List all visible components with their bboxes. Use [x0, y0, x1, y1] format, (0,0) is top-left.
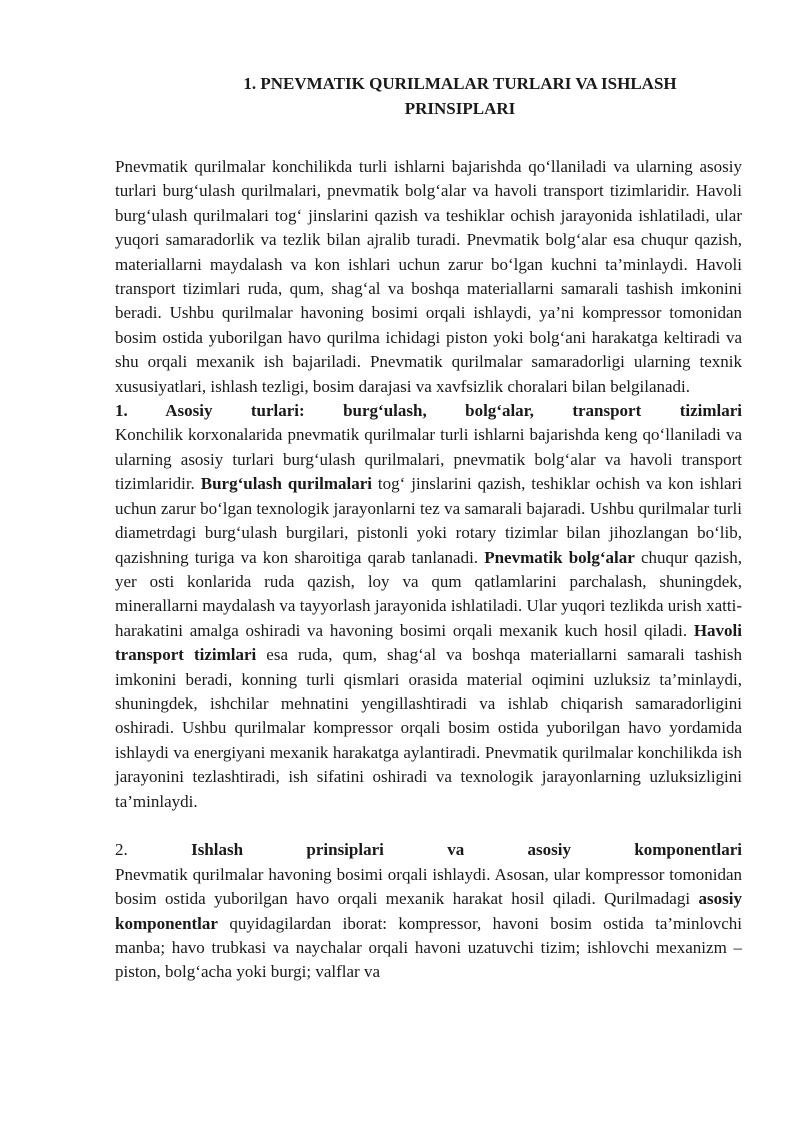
section-1-text: tog‘ jinslarini qazish, teshiklar ochish va kon ishlari uchun zarur bo‘lgan texnologik jarayonlarni tez va samarali bajaradi. Ushbu qurilmalar turli diametrdagi burg‘ulash burgilari, pistonli yoki rotary tizimlar bilan jihozlangan bo‘lib, qazishning turiga va kon sharoitiga qarab tanlanadi. — [115, 474, 742, 567]
paragraph-gap — [115, 814, 742, 838]
section-1-heading-word: transport — [572, 401, 642, 421]
section-2-heading-word: Ishlash — [191, 840, 244, 860]
section-1-heading-word: burg‘ulash, — [343, 401, 427, 421]
section-1-text: Konchilik korxonalarida pnevmatik qurilmalar turli ishlarni bajarishda keng qo‘llaniladi va ularning asosiy turlari burg‘ulash qurilmalari, pnevmatik bolg‘alar va havoli transport tizimlaridir. — [115, 425, 742, 494]
section-2-bold-term: asosiy komponentlar — [115, 889, 742, 933]
section-2-heading-word: komponentlari — [634, 840, 742, 860]
section-1-text: chuqur qazish, yer osti konlarida ruda qazish, loy va qum qatlamlarini parchalash, shuningdek, minerallarni maydalash va tayyorlash jarayonida ishlatiladi. Ular yuqori tezlikda urish xatti-harakatini amalga oshiradi va havoning bosimi orqali mexanik kuch hosil qiladi. — [115, 547, 742, 640]
section-1-heading-word: tizimlari — [679, 401, 742, 421]
section-2 — [115, 838, 742, 984]
section-1-heading — [115, 399, 742, 423]
section-1 — [115, 399, 742, 814]
section-2-heading — [115, 838, 742, 862]
section-1-bold-term: Havoli transport tizimlari — [115, 620, 742, 665]
section-1-bold-term: Pnevmatik bolg‘alar — [484, 547, 635, 567]
section-2-number: 2. — [115, 840, 128, 860]
section-1-heading-word: turlari: — [250, 401, 305, 421]
section-2-heading-word: prinsiplari — [306, 840, 384, 860]
section-1-heading-word: Asosiy — [165, 401, 213, 421]
title-line-1: 1. PNEVMATIK QURILMALAR TURLARI VA ISHLASH — [243, 74, 677, 93]
section-2-heading-word: asosiy — [527, 840, 571, 860]
section-1-heading-word: bolg‘alar, — [465, 401, 534, 421]
section-1-number: 1. — [115, 401, 128, 421]
section-2-text: quyidagilardan iborat: kompressor, havoni bosim ostida ta’minlovchi manba; havo trubkasi va naychalar orqali havoni uzatuvchi tizim; ishlovchi mexanizm – piston, bolg‘acha yoki burgi; valflar va — [115, 913, 742, 982]
section-2-heading-word: va — [447, 840, 465, 860]
section-1-text: esa ruda, qum, shag‘al va boshqa materiallarni samarali tashish imkonini beradi, konning turli qismlari orasida material oqimini uzluksiz ta’minlaydi, shuningdek, ishchilar mehnatini yengillashtiradi va ishlab chiqarish samaradorligini oshiradi. Ushbu qurilmalar kompressor orqali bosim ostida yuborilgan havo yordamida ishlaydi va energiyani mexanik harakatga aylantiradi. Pnevmatik qurilmalar konchilikda ish jarayonini tezlashtiradi, ish sifatini oshiradi va texnologik jarayonlarning uzluksizligini ta’minlaydi. — [115, 645, 742, 811]
section-2-text: Pnevmatik qurilmalar havoning bosimi orqali ishlaydi. Asosan, ular kompressor tomonidan bosim ostida yuborilgan havo orqali mexanik harakat hosil qiladi. Qurilmadagi — [115, 864, 742, 909]
document-title — [115, 72, 770, 121]
intro-paragraph: Pnevmatik qurilmalar konchilikda turli ishlarni bajarishda qo‘llaniladi va ularning asosiy turlari burg‘ulash qurilmalari, pnevmatik bolg‘alar va havoli transport tizimlaridir. Havoli burg‘ulash qurilmalari tog‘ jinslarini qazish va teshiklar ochish jarayonida ishlatiladi, ular yuqori samaradorlik va tezlik bilan ajralib turadi. Pnevmatik bolg‘alar esa chuqur qazish, materiallarni maydalash va kon ishlari uchun zarur bo‘lgan kuchni ta’minlaydi. Havoli transport tizimlari ruda, qum, shag‘al va boshqa materiallarni samarali tashish imkonini beradi. Ushbu qurilmalar havoning bosimi orqali ishlaydi, ya’ni kompressor tomonidan bosim ostida yuborilgan havo qurilma ichidagi piston yoki bolg‘ani harakatga keltiradi va shu orqali mexanik ish bajariladi. Pnevmatik qurilmalar samaradorligi ularning texnik xususiyatlari, ishlash tezligi, bosim darajasi va xavfsizlik choralari bilan belgilanadi. — [115, 157, 742, 396]
title-line-2: PRINSIPLARI — [404, 98, 516, 118]
section-1-bold-term: Burg‘ulash qurilmalari — [200, 474, 372, 494]
